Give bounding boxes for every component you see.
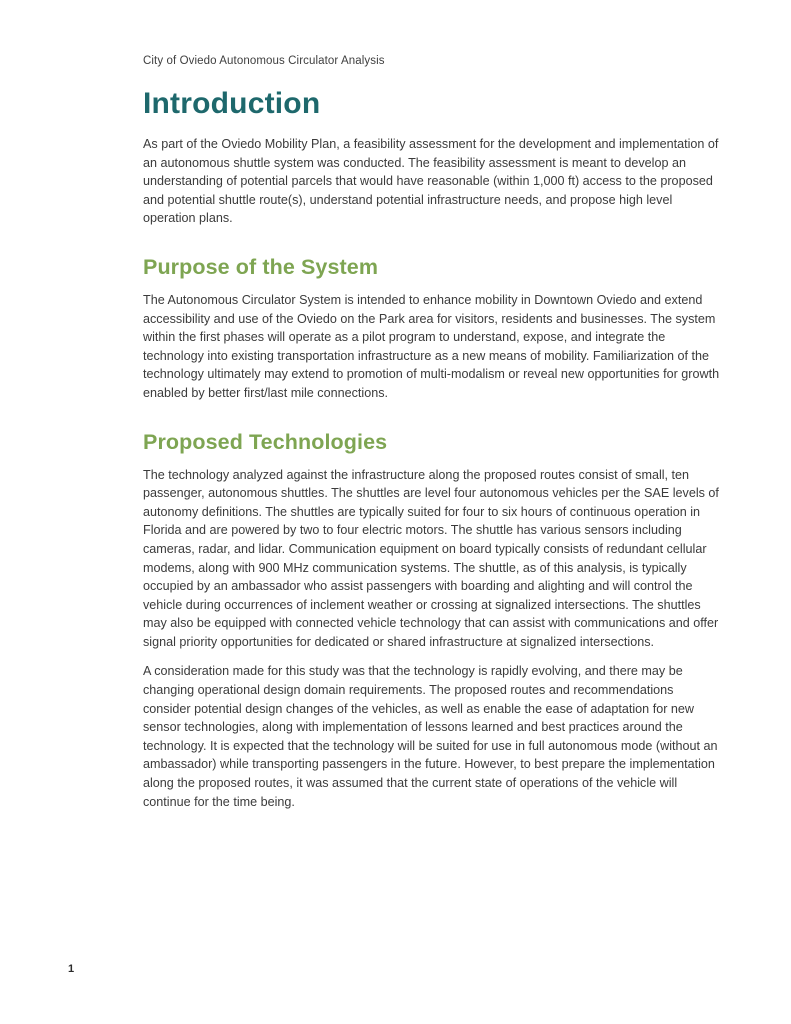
purpose-paragraph: The Autonomous Circulator System is intended to enhance mobility in Downtown Oviedo and extend accessibility and use of the Oviedo on the Park area for visitors, residents and businesses. The system within the first phases will operate as a pilot program to understand, expose, and integrate the technology into existing transportation infrastructure as a new means of mobility. Familiarization of the technology ultimately may extend to promotion of multi-modalism or reveal new opportunities for growth enabled by better first/last mile connections.	[143, 292, 720, 400]
document-title: Introduction	[143, 87, 321, 120]
intro-paragraph: As part of the Oviedo Mobility Plan, a feasibility assessment for the development and implementation of an autonomous shuttle system was conducted. The feasibility assessment is meant to develop an understanding of potential parcels that would have reasonable (within 1,000 ft) access to the proposed and potential shuttle route(s), understand potential infrastructure needs, and propose high level operation plans.	[143, 137, 719, 226]
running-header: City of Oviedo Autonomous Circulator Analysis	[143, 55, 385, 67]
section-heading-purpose: Purpose of the System	[143, 254, 379, 279]
page-number: 1	[68, 963, 75, 975]
technologies-paragraph-1: The technology analyzed against the infrastructure along the proposed routes consist of small, ten passenger, autonomous shuttles. The shuttles are level four autonomous vehicles per the SAE levels of autonomy definitions. The shuttles are typically suited for four to six hours of continuous operation in Florida and are powered by two to four electric motors. The shuttle has various sensors including cameras, radar, and lidar. Communication equipment on board typically consists of redundant cellular modems, along with 900 MHz communication systems. The shuttle, as of this analysis, is typically occupied by an ambassador who assist passengers with boarding and alighting and will control the vehicle during occurrences of inclement weather or crossing at signalized intersections. The shuttles may also be equipped with connected vehicle technology that can assist with communications and offer signal priority opportunities for dedicated or shared infrastructure at signalized intersections.	[143, 467, 719, 649]
page-content	[143, 55, 723, 822]
technologies-paragraph-2: A consideration made for this study was that the technology is rapidly evolving, and there may be changing operational design domain requirements. The proposed routes and recommendations consider potential design changes of the vehicles, as well as enable the ease of adaptation for new sensor technologies, along with implementation of lessons learned and best practices around the technology. It is expected that the technology will be suited for use in full autonomous mode (without an ambassador) while transporting passengers in the future. However, to best prepare the implementation along the proposed routes, it was assumed that the current state of operations of the vehicle will continue for the time being.	[143, 664, 718, 809]
section-heading-technologies: Proposed Technologies	[143, 429, 388, 454]
